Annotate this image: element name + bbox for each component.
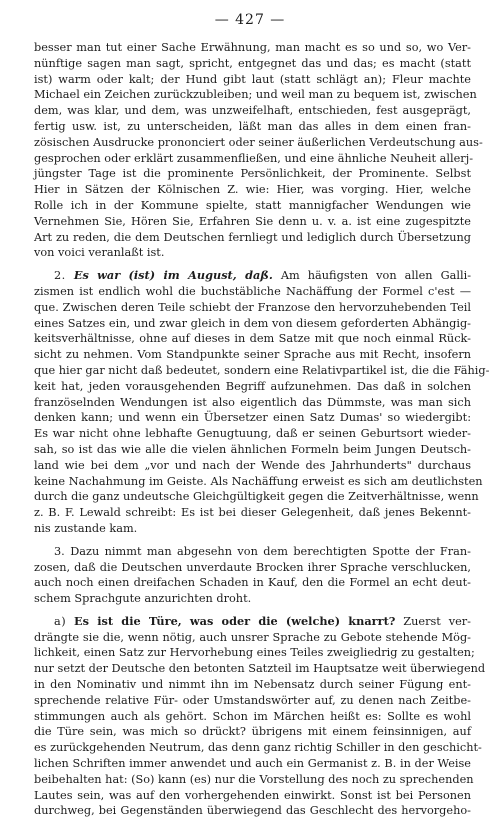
paragraph-1 <box>34 40 483 261</box>
text-line: que. Zwischen deren Teile schiebt der Franzose den hervorzuhebenden Teil <box>34 300 471 314</box>
text-line: es zurückgehenden Neutrum, das denn ganz richtig Schiller in den geschicht- <box>34 741 482 755</box>
text-line: eines Satzes ein, und zwar gleich in dem von diesem geforderten Abhängig- <box>34 316 471 330</box>
text-line: Lautes sein, was auf den vorhergehenden einwirkt. Sonst ist bei Personen <box>34 788 471 802</box>
text-line: Hier in Sätzen der Kölnischen Z. wie: Hier, was vorging. Hier, welche <box>34 183 471 197</box>
text-line: jüngster Tage ist die prominente Persönlichkeit, der Prominente. Selbst <box>34 167 471 181</box>
text-line: que hier gar nicht daß bedeutet, sondern eine Relativpartikel ist, die die Fähig- <box>34 363 490 377</box>
text-line: besser man tut einer Sache Erwähnung, man macht es so und so, wo Ver- <box>34 41 471 54</box>
section-heading-line <box>34 268 471 284</box>
text-line: Art zu reden, die dem Deutschen fernliegt und lediglich durch Übersetzung <box>34 230 471 244</box>
text-line: Vernehmen Sie, Hören Sie, Erfahren Sie denn u. v. a. ist eine zugespitzte <box>34 214 471 228</box>
paragraph-3 <box>34 544 471 607</box>
subsection-heading: Es ist die Türe, was oder die (welche) knarrt? <box>74 613 396 628</box>
text-line: zösischen Ausdrucke prononciert oder seiner äußerlichen Verdeutschung aus- <box>34 135 483 149</box>
text-line: keit hat, jeden vorausgehenden Begriff aufzunehmen. Das daß in solchen <box>34 379 471 393</box>
text-line: dem, was klar, und dem, was unzweifelhaft, entschieden, fest ausgeprägt, <box>34 104 471 118</box>
text-line: durchweg, bei Gegenständen überwiegend das Geschlecht des hervorgeho- <box>34 804 471 818</box>
section-heading: Es war (ist) im August, daß. <box>73 268 273 283</box>
text-line: die Türe sein, was mich so drückt? übrigens mit einem feinsinnigen, auf <box>34 725 471 739</box>
text-line: drängte sie die, wenn nötig, auch unsrer Sprache zu Gebote stehende Mög- <box>34 630 471 644</box>
text-line: in den Nominativ und nimmt ihn im Nebensatz durch seiner Fügung ent- <box>34 678 471 692</box>
text-line: land wie bei dem „vor und nach der Wende des Jahrhunderts" durchaus <box>34 458 471 472</box>
text-line: schem Sprachgute anzurichten droht. <box>34 592 252 606</box>
text-line: lichkeit, einen Satz zur Hervorhebung eines Teiles zweigliedrig zu gestalten; <box>34 646 475 660</box>
subsection-heading-line <box>34 614 471 630</box>
text-line: Rolle ich in der Kommune spielte, statt mannigfacher Wendungen wie <box>34 198 471 212</box>
text-line: z. B. F. Lewald schreibt: Es ist bei dieser Gelegenheit, daß jenes Bekennt- <box>34 506 471 520</box>
text-line: zismen ist endlich wohl die buchstäbliche Nachäffung der Formel c'est — <box>34 284 471 298</box>
text-line: denken kann; und wenn ein Übersetzer einen Satz Dumas' so wiedergibt: <box>34 411 471 425</box>
text-line: sicht zu nehmen. Vom Standpunkte seiner Sprache aus mit Recht, insofern <box>34 348 471 362</box>
paragraph-2 <box>34 268 490 537</box>
subsection-number: a) <box>54 614 67 628</box>
text-line: nis zustande kam. <box>34 521 138 535</box>
text-line: französelnden Wendungen ist also eigentlich das Dümmste, was man sich <box>34 395 471 409</box>
text-line: ist) warm oder kalt; der Hund gibt laut (statt schlägt an); Fleur machte <box>34 72 471 86</box>
text-line: auch noch einen dreifachen Schaden in Kauf, den die Formel an echt deut- <box>34 576 471 590</box>
text-line: Michael ein Zeichen zurückzubleiben; und weil man zu bequem ist, zwischen <box>34 88 477 102</box>
text-line: keine Nachahmung im Geiste. Als Nachäffung erweist es sich am deutlichsten <box>34 474 483 488</box>
section-number: 2. <box>54 269 66 283</box>
text-line: von voici veranlaßt ist. <box>34 246 165 260</box>
text-line: nünftige sagen man sagt, spricht, entgegnet das und das; es macht (statt <box>34 56 471 70</box>
text-line: stimmungen auch als gehört. Schon im Märchen heißt es: Sollte es wohl <box>34 709 471 723</box>
heading-line-rest: Zuerst ver- <box>403 614 471 628</box>
text-line: beibehalten hat: (So) kann (es) nur die Vorstellung des noch zu sprechenden <box>34 772 474 786</box>
text-line: Es war nicht ohne lebhafte Genugtuung, daß er seinen Geburtsort wieder- <box>34 427 471 441</box>
text-line: sprechende relative Für- oder Umstandswörter auf, zu denen nach Zeitbe- <box>34 693 471 707</box>
text-line: 3. Dazu nimmt man abgesehn von dem berechtigten Spotte der Fran- <box>54 544 471 558</box>
text-line: sah, so ist das wie alle die vielen ähnlichen Formeln beim Jungen Deutsch- <box>34 442 471 456</box>
page-number: — 427 — <box>214 12 286 28</box>
text-line: gesprochen oder erklärt zusammenfließen, und eine ähnliche Neuheit allerj- <box>34 151 474 165</box>
page-body <box>34 40 490 819</box>
text-line: durch die ganz undeutsche Gleichgültigkeit gegen die Zeitverhältnisse, wenn <box>34 490 479 504</box>
heading-line-rest: Am häufigsten von allen Galli- <box>280 269 472 283</box>
text-line: keitsverhältnisse, ohne auf dieses in dem Satze mit que noch einmal Rück- <box>34 332 471 346</box>
text-line: nur setzt der Deutsche den betonten Satzteil im Hauptsatze weit überwiegend <box>34 662 486 676</box>
paragraph-4 <box>34 613 486 819</box>
text-line: fertig usw. ist, zu unterscheiden, läßt man das alles in dem einen fran- <box>34 119 471 133</box>
text-line: zosen, daß die Deutschen unverdaute Brocken ihrer Sprache verschlucken, <box>34 560 471 574</box>
text-line: lichen Schriften immer anwendet und auch ein Germanist z. B. in der Weise <box>34 757 471 771</box>
